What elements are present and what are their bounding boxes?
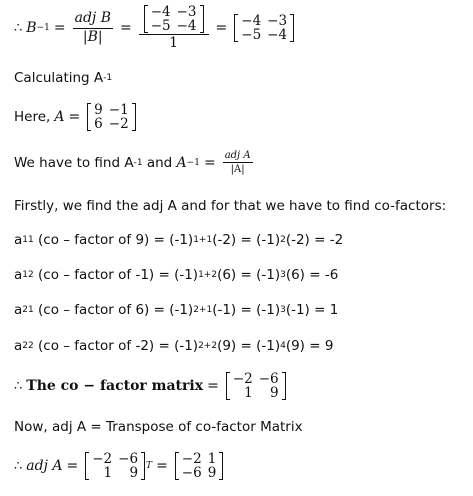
therefore-symbol: ∴ [14, 20, 23, 36]
cofactor-a21: a 21 (co – factor of 6) = (-1) 2+1 (-1) = (-1) 3 (-1) = 1 [14, 302, 339, 318]
adj-b-matrix [144, 5, 204, 33]
calculating-label: Calculating A [14, 70, 104, 86]
matrix-cell: −6 [118, 451, 139, 467]
firstly-text: Firstly, we find the adj A and for that we have to find co-factors: [14, 198, 447, 214]
therefore-symbol: ∴ [14, 458, 23, 474]
matrix-cell: −2 [92, 451, 113, 467]
equals-sign: = [215, 20, 228, 37]
matrix-cell: 9 [94, 102, 103, 118]
matrix-cell: −6 [181, 465, 202, 481]
cofactor-a12: a 12 (co – factor of -1) = (-1) 1+2 (6) = (-1) 3 (6) = -6 [14, 267, 339, 283]
matrix-cell: 9 [270, 385, 279, 401]
cofactor-matrix-line [14, 372, 289, 400]
fraction-numerator [139, 5, 209, 35]
matrix-cell: −4 [267, 27, 288, 44]
equals-sign: = [68, 109, 81, 125]
and-text: and [142, 154, 177, 171]
matrix-a-definition [14, 103, 139, 131]
matrix-cell: −5 [241, 27, 262, 44]
matrix-cell: −5 [150, 18, 171, 34]
a-symbol: A [54, 109, 65, 125]
adj-a-numerator: adj A [224, 150, 251, 161]
a-symbol: A [176, 154, 187, 171]
cofactor-a22: a 22 (co – factor of -2) = (-1) 2+2 (9) = (-1) 4 (9) = 9 [14, 338, 334, 354]
transpose-superscript: T [146, 461, 153, 471]
calculating-heading [14, 70, 112, 86]
matrix-cell: −2 [232, 371, 253, 387]
find-inverse-line [14, 150, 256, 175]
b-inverse-matrix [234, 14, 294, 42]
equals-sign: = [203, 154, 216, 171]
fraction-denominator: 1 [169, 35, 179, 51]
a-inverse-exponent: −1 [186, 157, 200, 168]
adj-b-numerator: adj B [73, 11, 113, 28]
matrix-over-one-fraction [139, 5, 209, 51]
cofactor-a11: a 11 (co – factor of 9) = (-1) 1+1 (-2) = (-1) 2 (-2) = -2 [14, 232, 344, 248]
matrix-cell: −4 [176, 18, 197, 34]
adj-a-label: adj A [26, 458, 63, 474]
matrix-cell: −3 [176, 4, 197, 20]
find-exponent: -1 [133, 157, 143, 168]
matrix-cell: 1 [103, 465, 113, 481]
calculating-exponent: -1 [103, 73, 113, 83]
adj-a-equation [14, 452, 226, 480]
cofactor-matrix [226, 372, 286, 400]
matrix-cell: −4 [241, 13, 262, 30]
therefore-symbol: ∴ [14, 378, 23, 394]
find-text: We have to find A [14, 154, 134, 171]
adj-a-matrix [175, 452, 224, 480]
inverse-exponent: −1 [36, 23, 50, 34]
matrix-cell: −2 [181, 451, 202, 467]
cofactor-matrix-label: The co − factor matrix [26, 378, 204, 394]
now-text: Now, adj A = Transpose of co-factor Matrix [14, 419, 303, 435]
matrix-cell: −6 [258, 371, 279, 387]
matrix-a [87, 103, 136, 131]
matrix-cell: 1 [207, 451, 217, 467]
matrix-cell: −2 [108, 116, 129, 132]
matrix-cell: −1 [108, 102, 129, 118]
b-inverse-equation [14, 5, 297, 51]
adj-b-fraction [73, 11, 113, 45]
cofactor-matrix-transposed-source [85, 452, 145, 480]
matrix-cell: 1 [244, 385, 253, 401]
equals-sign: = [156, 458, 168, 474]
det-a-denominator: |A| [230, 164, 245, 175]
matrix-cell: 9 [207, 465, 217, 481]
matrix-cell: 6 [94, 116, 103, 132]
equals-sign: = [119, 20, 132, 37]
equals-sign: = [66, 458, 79, 474]
equals-sign: = [53, 20, 66, 37]
adj-a-fraction [223, 150, 253, 175]
det-b-denominator: |B| [82, 28, 103, 45]
matrix-cell: −4 [150, 4, 171, 20]
b-symbol: B [26, 20, 37, 37]
matrix-cell: −3 [267, 13, 288, 30]
matrix-cell: 9 [129, 465, 139, 481]
here-label: Here, [14, 109, 51, 125]
equals-sign: = [207, 378, 219, 394]
